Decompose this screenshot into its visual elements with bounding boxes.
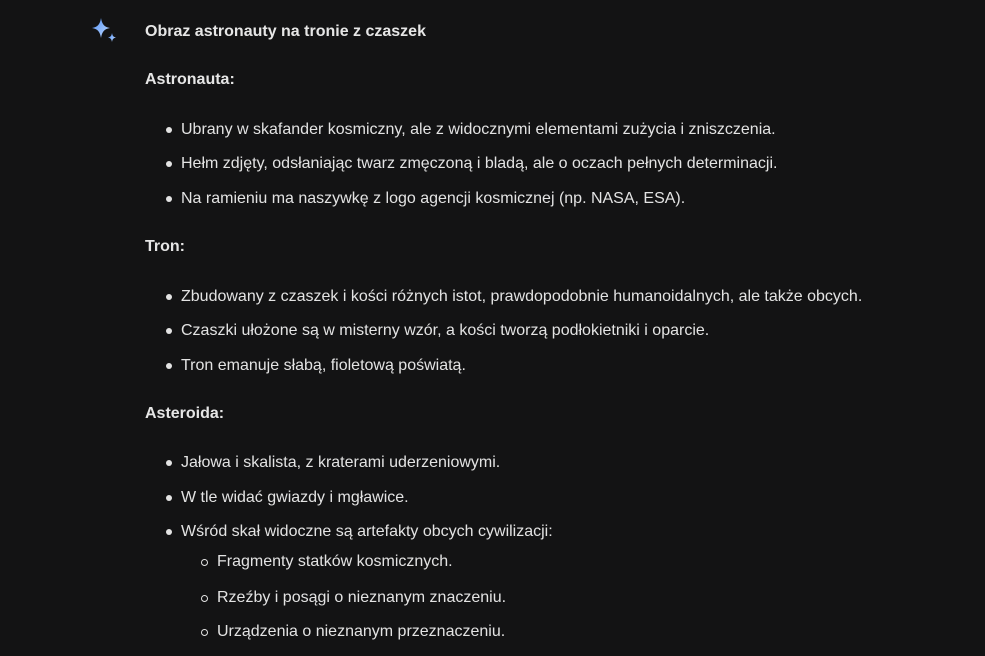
section-heading-astronauta: Astronauta: (145, 71, 235, 88)
list-item: Czaszki ułożone są w misterny wzór, a kości tworzą podłokietniki i oparcie. (165, 321, 709, 341)
list-item: Zbudowany z czaszek i kości różnych istot, prawdopodobnie humanoidalnych, ale także obcych. (165, 287, 862, 307)
list-item: Hełm zdjęty, odsłaniając twarz zmęczoną i bladą, ale o oczach pełnych determinacji. (165, 154, 777, 174)
list-item: Tron emanuje słabą, fioletową poświatą. (165, 356, 466, 376)
section-heading-asteroida: Asteroida: (145, 405, 225, 422)
gemini-sparkle-icon (90, 16, 120, 46)
list-item: Ubrany w skafander kosmiczny, ale z widocznymi elementami zużycia i zniszczenia. (165, 120, 776, 140)
sub-list-item: Urządzenia o nieznanym przeznaczeniu. (201, 622, 505, 642)
response-title: Obraz astronauty na tronie z czaszek (145, 23, 426, 40)
list-item: W tle widać gwiazdy i mgławice. (165, 488, 409, 508)
sub-list-item: Fragmenty statków kosmicznych. (201, 552, 453, 572)
list-item: Jałowa i skalista, z kraterami uderzeniowymi. (165, 453, 500, 473)
list-item: Wśród skał widoczne są artefakty obcych cywilizacji: (165, 522, 553, 542)
section-heading-tron: Tron: (145, 238, 185, 255)
sub-list-item: Rzeźby i posągi o nieznanym znaczeniu. (201, 588, 506, 608)
list-item: Na ramieniu ma naszywkę z logo agencji kosmicznej (np. NASA, ESA). (165, 189, 685, 209)
